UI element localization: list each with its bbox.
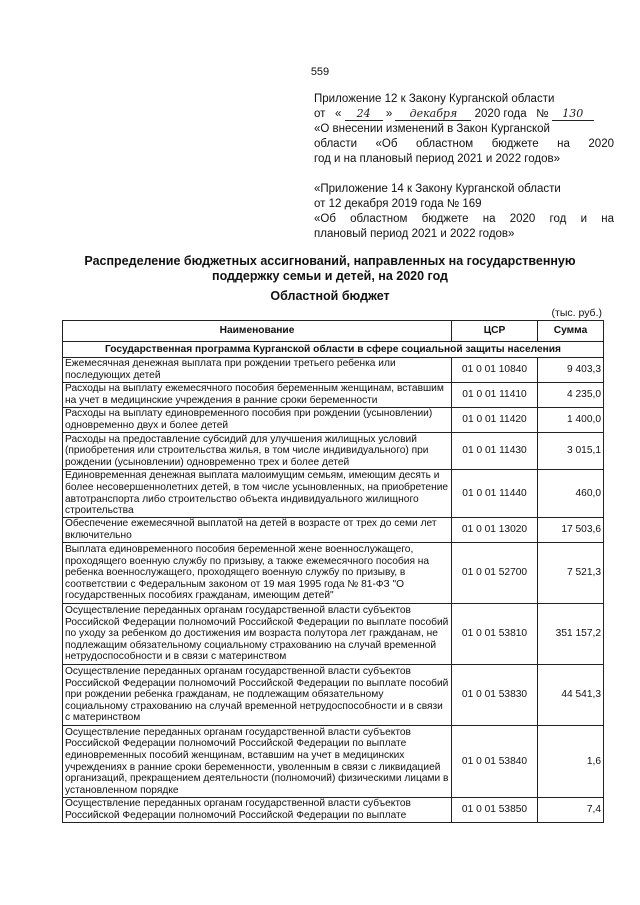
- header-name: Наименование: [63, 321, 452, 342]
- header-csr: ЦСР: [452, 321, 538, 342]
- row-sum: 3 015,1: [538, 433, 604, 470]
- row-csr: 01 0 01 13020: [452, 518, 538, 543]
- row-name: Осуществление переданных органам государственной власти субъектов Российской Федерации полномочий Российской Федерации по выплате единовременных пособий женщинам, вставшим на учет в медицинских учреждениях в ранние сроки беременности, уволенным в связи с ликвидацией организаций, прекращением деятельности (полномочий) физическими лицами в установленном порядке: [63, 726, 452, 798]
- table-row: [63, 518, 604, 543]
- row-csr: 01 0 01 53810: [452, 604, 538, 665]
- row-csr: 01 0 01 53830: [452, 665, 538, 726]
- table-row: [63, 358, 604, 383]
- appendix-12-line-5: год и на плановый период 2021 и 2022 годов»: [314, 153, 560, 165]
- appendix-12-line-4: области «Об областном бюджете на 2020: [314, 138, 614, 150]
- row-sum: 17 503,6: [538, 518, 604, 543]
- handwritten-day: 24: [345, 108, 383, 121]
- row-name: Осуществление переданных органам государственной власти субъектов Российской Федерации полномочий Российской Федерации по выплате: [63, 798, 452, 823]
- table-row: [63, 470, 604, 518]
- appendix-14-line-4: плановый период 2021 и 2022 годов»: [314, 228, 515, 240]
- handwritten-month: декабря: [395, 108, 471, 121]
- appendix-12-no-sign: №: [536, 108, 549, 120]
- page-number: 559: [310, 66, 330, 78]
- row-name: Расходы на выплату ежемесячного пособия беременным женщинам, вставшим на учет в медицинские учреждения в ранние сроки беременности: [63, 383, 452, 408]
- row-name: Выплата единовременного пособия беременной жене военнослужащего, проходящего военную службу по призыву, а также ежемесячного пособия на ребенка военнослужащего, проходящего военную службу по призыву, в соответствии с Федеральным законом от 19 мая 1995 года № 81-ФЗ "О государственных пособиях гражданам, имеющим детей": [63, 543, 452, 604]
- row-csr: 01 0 01 52700: [452, 543, 538, 604]
- row-name: Единовременная денежная выплата малоимущим семьям, имеющим десять и более несовершеннолетних детей, в том числе усыновленных, на приобретение автотранспорта либо строительство объекта индивидуального жилищного строительства: [63, 470, 452, 518]
- appendix-12-open-quote: «: [335, 108, 342, 120]
- row-csr: 01 0 01 53840: [452, 726, 538, 798]
- handwritten-law-number: 130: [552, 108, 594, 121]
- table-row: [63, 543, 604, 604]
- table-header-row: [63, 321, 604, 342]
- row-name: Расходы на выплату единовременного пособия при рождении (усыновлении) одновременно двух и более детей: [63, 408, 452, 433]
- table-row: [63, 604, 604, 665]
- row-name: Ежемесячная денежная выплата при рождении третьего ребенка или последующих детей: [63, 358, 452, 383]
- appendix-12-line-1: Приложение 12 к Закону Курганской области: [314, 93, 555, 105]
- document-subtitle: Областной бюджет: [270, 289, 390, 303]
- row-name: Расходы на предоставление субсидий для улучшения жилищных условий (приобретения или строительства жилья, в том числе индивидуального) при рождении (усыновлении) одновременно трех и более детей: [63, 433, 452, 470]
- appendix-12-close-quote: »: [385, 108, 393, 120]
- row-sum: 4 235,0: [538, 383, 604, 408]
- section-title: Государственная программа Курганской области в сфере социальной защиты населения: [63, 342, 604, 358]
- appendix-14-line-3: «Об областном бюджете на 2020 год и на: [314, 213, 614, 225]
- unit-label: (тыс. руб.): [551, 307, 602, 319]
- row-sum: 7,4: [538, 798, 604, 823]
- row-csr: 01 0 01 11420: [452, 408, 538, 433]
- row-csr: 01 0 01 11440: [452, 470, 538, 518]
- table-row: [63, 726, 604, 798]
- appendix-14-line-2: от 12 декабря 2019 года № 169: [314, 198, 482, 210]
- appendix-14-line-1: «Приложение 14 к Закону Курганской области: [314, 183, 561, 195]
- table-row: [63, 665, 604, 726]
- appendix-12-date-line: [314, 107, 614, 122]
- row-sum: 7 521,3: [538, 543, 604, 604]
- row-csr: 01 0 01 53850: [452, 798, 538, 823]
- row-sum: 9 403,3: [538, 358, 604, 383]
- document-title: Распределение бюджетных ассигнований, направленных на государственную поддержку семьи и детей, на 2020 год: [84, 254, 576, 283]
- row-csr: 01 0 01 11430: [452, 433, 538, 470]
- table-row: [63, 798, 604, 823]
- appendix-14-header: [314, 182, 614, 242]
- appendix-12-line-3: «О внесении изменений в Закон Курганской: [314, 123, 550, 135]
- row-csr: 01 0 01 10840: [452, 358, 538, 383]
- section-row: [63, 342, 604, 358]
- row-sum: 1,6: [538, 726, 604, 798]
- table-row: [63, 383, 604, 408]
- table-row: [63, 408, 604, 433]
- row-name: Осуществление переданных органам государственной власти субъектов Российской Федерации полномочий Российской Федерации по выплате пособий по уходу за ребенком до достижения им возраста полутора лет гражданам, не подлежащим обязательному социальному страхованию на случай временной нетрудоспособности и в связи с материнством: [63, 604, 452, 665]
- appendix-12-from: от: [314, 108, 326, 120]
- row-csr: 01 0 01 11410: [452, 383, 538, 408]
- row-sum: 460,0: [538, 470, 604, 518]
- header-sum: Сумма: [538, 321, 604, 342]
- row-name: Осуществление переданных органам государственной власти субъектов Российской Федерации полномочий Российской Федерации по выплате пособий при рождении ребенка гражданам, не подлежащим обязательному социальному страхованию на случай временной нетрудоспособности и в связи с материнством: [63, 665, 452, 726]
- row-name: Обеспечение ежемесячной выплатой на детей в возрасте от трех до семи лет включительно: [63, 518, 452, 543]
- budget-table: [62, 320, 604, 823]
- appendix-12-header: [314, 92, 614, 167]
- row-sum: 1 400,0: [538, 408, 604, 433]
- row-sum: 44 541,3: [538, 665, 604, 726]
- row-sum: 351 157,2: [538, 604, 604, 665]
- table-row: [63, 433, 604, 470]
- appendix-12-year: 2020 года: [474, 108, 527, 120]
